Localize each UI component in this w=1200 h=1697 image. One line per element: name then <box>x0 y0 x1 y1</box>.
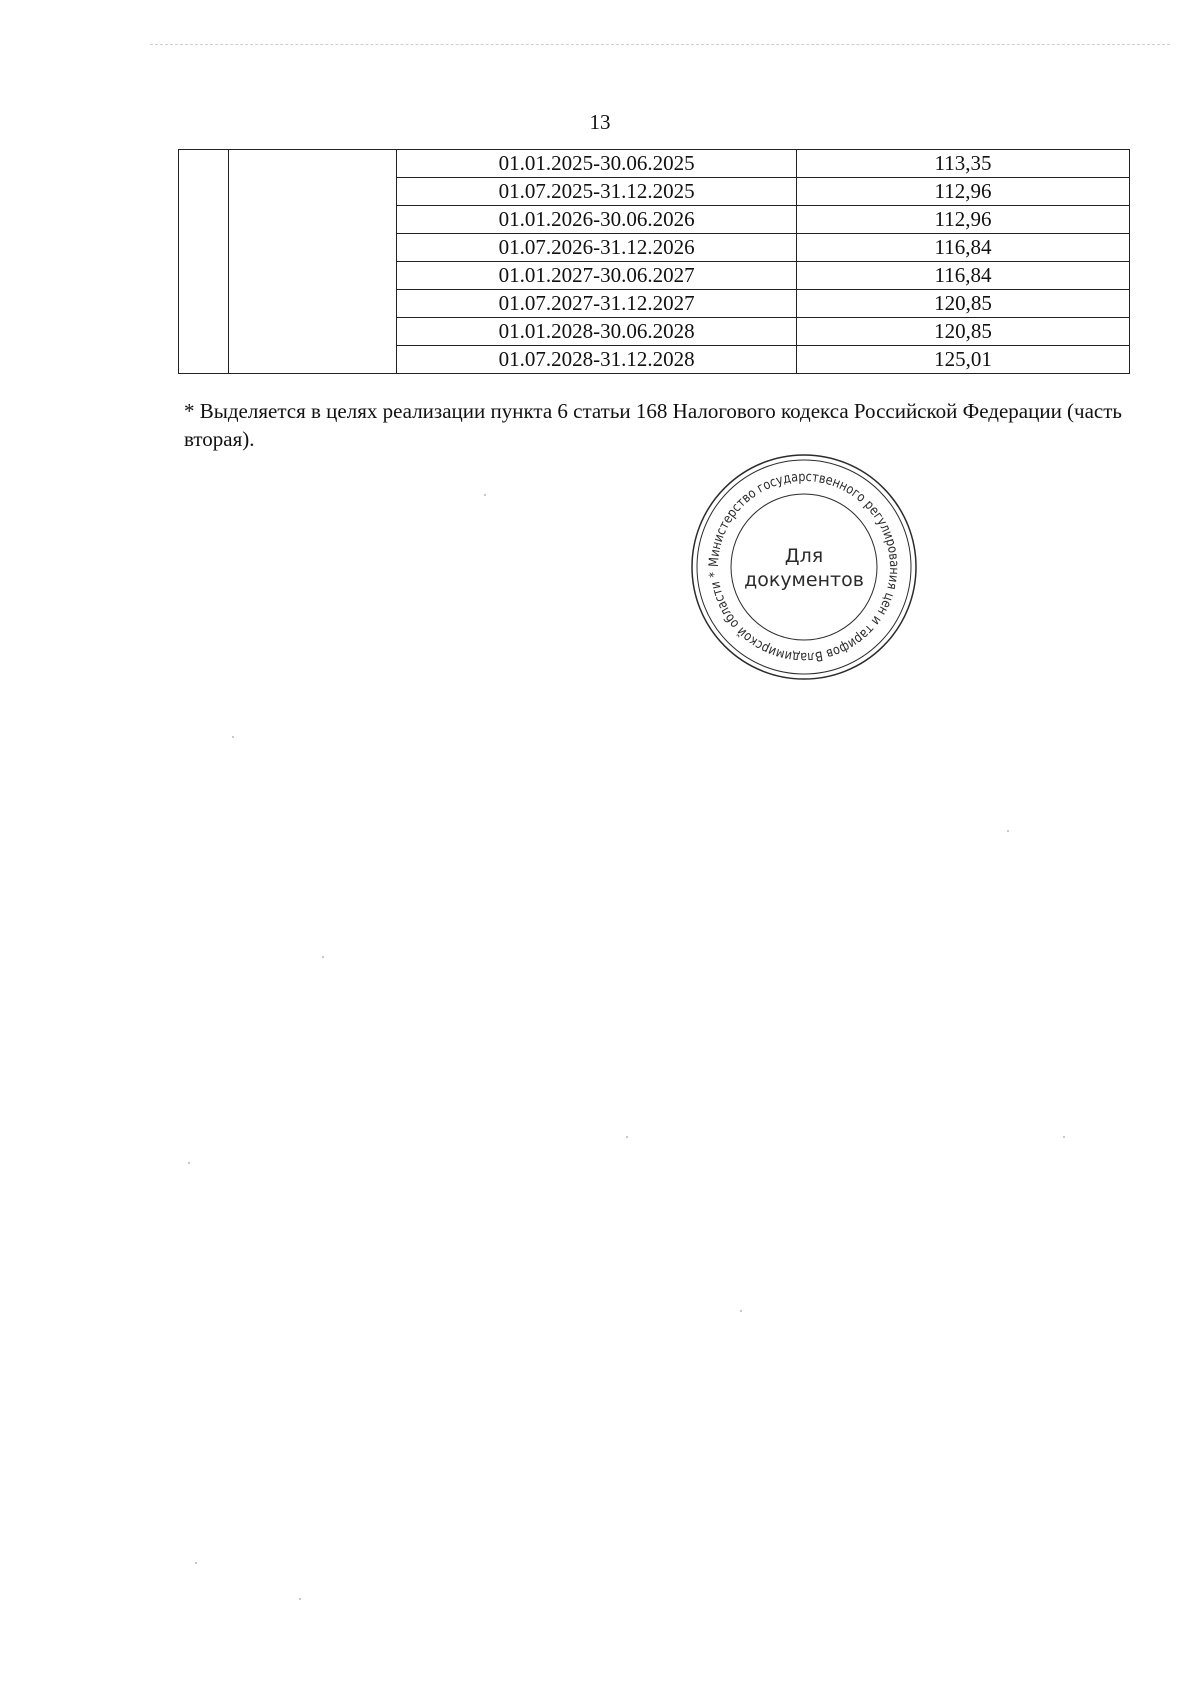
period-cell: 01.07.2027-31.12.2027 <box>397 290 797 318</box>
stamp-outer-ring-inner <box>697 460 911 674</box>
period-cell: 01.07.2026-31.12.2026 <box>397 234 797 262</box>
value-cell: 120,85 <box>797 290 1130 318</box>
scan-speck <box>232 736 234 738</box>
footnote: * Выделяется в целях реализации пункта 6 статьи 168 Налогового кодекса Российской Федерации (часть вторая). <box>184 399 1123 451</box>
stamp-inner-ring <box>731 494 877 640</box>
scan-speck <box>188 1162 190 1164</box>
stamp-center-line1: Для <box>784 545 824 567</box>
stamp-outer-ring <box>692 455 916 679</box>
period-cell: 01.07.2025-31.12.2025 <box>397 178 797 206</box>
stamp-ring-textpath: Министерство государственного регулирования цен и тарифов Владимирской области * <box>706 469 902 665</box>
tariff-table-body <box>179 150 1130 374</box>
official-seal-stamp <box>689 452 919 682</box>
scan-speck <box>740 1310 742 1312</box>
value-cell: 116,84 <box>797 262 1130 290</box>
value-cell: 120,85 <box>797 318 1130 346</box>
period-cell: 01.01.2027-30.06.2027 <box>397 262 797 290</box>
value-cell: 125,01 <box>797 346 1130 374</box>
scan-speck <box>484 494 486 496</box>
page-number: 13 <box>589 110 611 134</box>
scan-speck <box>299 1598 301 1600</box>
value-cell: 112,96 <box>797 178 1130 206</box>
scan-speck <box>626 1136 628 1138</box>
scan-speck <box>322 956 324 958</box>
period-cell: 01.01.2028-30.06.2028 <box>397 318 797 346</box>
stamp-center-line2: документов <box>744 569 864 591</box>
empty-number-cell <box>179 150 229 374</box>
value-cell: 112,96 <box>797 206 1130 234</box>
table-row <box>179 150 1130 178</box>
scan-speck <box>195 1562 197 1564</box>
tariff-table <box>178 149 1130 374</box>
value-cell: 113,35 <box>797 150 1130 178</box>
period-cell: 01.01.2026-30.06.2026 <box>397 206 797 234</box>
period-cell: 01.07.2028-31.12.2028 <box>397 346 797 374</box>
period-cell: 01.01.2025-30.06.2025 <box>397 150 797 178</box>
empty-name-cell <box>228 150 396 374</box>
scan-edge-line <box>150 44 1170 45</box>
scan-speck <box>1007 830 1009 832</box>
scan-speck <box>1063 1136 1065 1138</box>
value-cell: 116,84 <box>797 234 1130 262</box>
